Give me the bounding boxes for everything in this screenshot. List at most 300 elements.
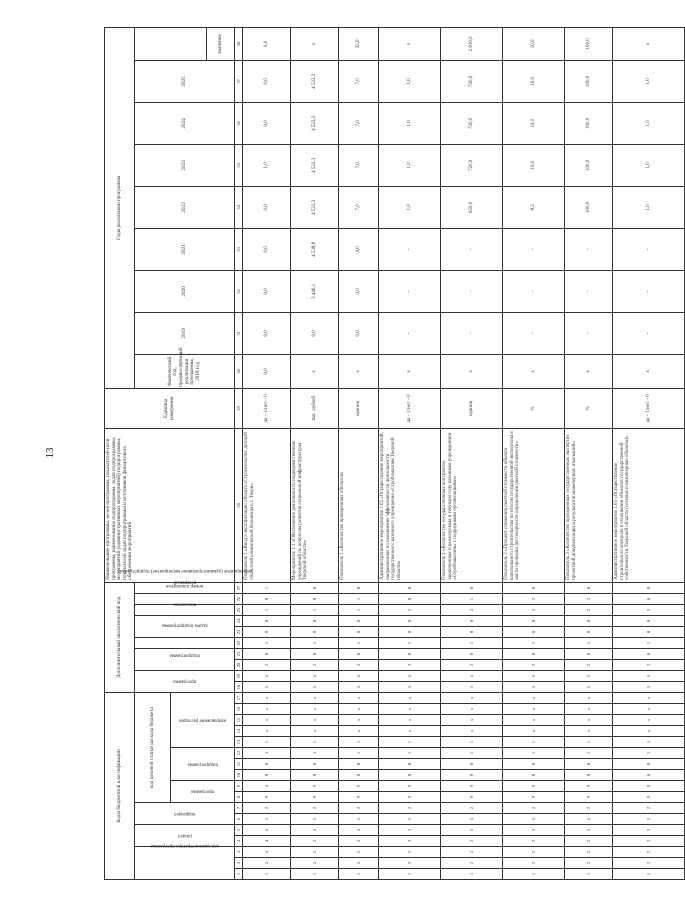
header-kbk: Коды бюджетной классификации (105, 693, 135, 880)
page-number: 13 (44, 447, 56, 459)
code-cell: 9 (291, 792, 339, 803)
row-unit: тыс. рублей (291, 388, 339, 428)
code-cell: х (291, 726, 339, 737)
code-cell: 0 (243, 594, 291, 605)
code-cell: 5 (565, 814, 613, 825)
code-cell: 2 (565, 847, 613, 858)
value-cell: 0,0 (243, 228, 291, 270)
header-add-task: задача подпрограммы (135, 638, 235, 649)
code-cell: 0 (613, 616, 685, 627)
code-cell: 0 (339, 770, 379, 781)
row-unit: единиц (441, 388, 503, 428)
header-add-code: Дополнительный аналитический код (105, 582, 135, 692)
code-cell: 1 (441, 869, 503, 880)
code-cell: 1 (339, 869, 379, 880)
header-y2021: 2021 (135, 228, 235, 270)
value-cell: - (441, 270, 503, 312)
value-cell: х (291, 354, 339, 388)
header-kbk-subprogram: подпрограмма (171, 748, 235, 781)
code-cell: 2 (243, 660, 291, 671)
code-cell: 5 (339, 671, 379, 682)
value-cell: 1,0 (613, 102, 685, 144)
value-cell: 720,0 (441, 102, 503, 144)
code-cell: х (291, 693, 339, 704)
value-cell: 100,0 (565, 27, 613, 60)
table-body (243, 27, 685, 879)
row-name: Административное мероприятие 1.03 «Осуществление строительного контроля в отношении объектов государственной собственности Тверской области (сетевые и инженерные объекты)» (613, 428, 685, 582)
header-kbk-admin: код администратора программы (135, 847, 235, 880)
column-number: 14 (235, 726, 243, 737)
code-cell: х (339, 715, 379, 726)
code-cell: 2 (565, 858, 613, 869)
column-number: 13 (235, 737, 243, 748)
code-cell: 4 (243, 836, 291, 847)
column-number: 6 (235, 814, 243, 825)
code-cell: 9 (441, 781, 503, 792)
value-cell: - (379, 228, 441, 270)
value-cell: - (565, 228, 613, 270)
code-cell: 0 (291, 594, 339, 605)
code-cell: 0 (565, 616, 613, 627)
column-number: 32 (235, 270, 243, 312)
code-cell: 9 (613, 781, 685, 792)
code-cell: 0 (243, 627, 291, 638)
column-number: 1 (235, 869, 243, 880)
code-cell: 3 (565, 594, 613, 605)
code-cell: 2 (503, 594, 565, 605)
code-cell: 1 (503, 869, 565, 880)
code-cell: 0 (243, 649, 291, 660)
value-cell: 4 522,3 (291, 102, 339, 144)
code-cell: 0 (291, 649, 339, 660)
code-cell: 2 (565, 803, 613, 814)
code-cell: 0 (565, 649, 613, 660)
value-cell: - (613, 228, 685, 270)
code-cell: 0 (339, 649, 379, 660)
value-cell: х (613, 354, 685, 388)
value-cell: 8,2 (503, 186, 565, 228)
code-cell: 2 (503, 836, 565, 847)
code-cell: 2 (291, 858, 339, 869)
code-cell: х (565, 715, 613, 726)
code-cell: 5 (613, 671, 685, 682)
value-cell: 2 810,0 (441, 27, 503, 60)
column-number: 36 (235, 102, 243, 144)
value-cell: - (379, 312, 441, 354)
column-number: 30 (235, 354, 243, 388)
value-cell: 100,0 (565, 102, 613, 144)
code-cell: 1 (243, 748, 291, 759)
value-cell: 0,0 (243, 102, 291, 144)
code-cell: 1 (613, 638, 685, 649)
code-cell: 1 (243, 737, 291, 748)
code-cell: 2 (441, 660, 503, 671)
code-cell: 2 (613, 836, 685, 847)
code-cell: 2 (441, 847, 503, 858)
code-cell: 5 (565, 682, 613, 693)
code-cell: 0 (379, 649, 441, 660)
column-number: 12 (235, 748, 243, 759)
code-cell: 5 (379, 671, 441, 682)
column-number: 31 (235, 312, 243, 354)
value-cell: 720,0 (441, 144, 503, 186)
code-cell: 0 (613, 594, 685, 605)
code-cell: 1 (565, 737, 613, 748)
code-cell: х (565, 693, 613, 704)
code-cell: х (441, 715, 503, 726)
code-cell: 0 (291, 627, 339, 638)
row-unit: % (565, 388, 613, 428)
code-cell: х (339, 704, 379, 715)
code-cell: 1 (339, 737, 379, 748)
value-cell: 4 522,3 (291, 144, 339, 186)
value-cell: - (503, 228, 565, 270)
code-cell: 2 (291, 836, 339, 847)
value-cell: - (613, 312, 685, 354)
column-number: 21 (235, 649, 243, 660)
value-cell: - (379, 270, 441, 312)
row-unit: да – 1/нет – 0 (379, 388, 441, 428)
value-cell: - (613, 270, 685, 312)
value-cell: 0,0 (243, 354, 291, 388)
value-cell: 4 522,3 (291, 186, 339, 228)
code-cell: 1 (291, 737, 339, 748)
code-cell: 2 (339, 847, 379, 858)
column-number: 25 (235, 605, 243, 616)
code-cell: х (503, 693, 565, 704)
table-row (379, 27, 441, 879)
value-cell: 1,0 (379, 144, 441, 186)
header-kbk-podrazdel: подраздел (135, 803, 235, 825)
code-cell: 0 (379, 582, 441, 593)
code-cell: 0 (379, 627, 441, 638)
row-unit: % (503, 388, 565, 428)
value-cell: 4 538,8 (291, 228, 339, 270)
code-cell: 2 (339, 660, 379, 671)
column-number: 10 (235, 770, 243, 781)
code-cell: 2 (379, 803, 441, 814)
value-cell: - (441, 228, 503, 270)
code-cell: 2 (441, 605, 503, 616)
column-number: 33 (235, 228, 243, 270)
code-cell: 2 (441, 803, 503, 814)
code-cell: 0 (441, 770, 503, 781)
header-add-measure: мероприятие (административное мероприятие) подпрограммы (135, 616, 235, 638)
code-cell: 2 (243, 858, 291, 869)
table-row (565, 27, 613, 879)
value-cell: 0,0 (243, 270, 291, 312)
code-cell: 5 (243, 682, 291, 693)
column-number: 29 (235, 388, 243, 428)
header-base-year: Фактический год, предшествующий реализации программы, 2018 год (135, 354, 235, 388)
code-cell: 0 (379, 770, 441, 781)
code-cell: 0 (379, 616, 441, 627)
code-cell: 9 (613, 792, 685, 803)
code-cell: х (291, 715, 339, 726)
code-cell: х (243, 704, 291, 715)
code-cell: 2 (339, 836, 379, 847)
column-number: 17 (235, 693, 243, 704)
code-cell: 5 (613, 682, 685, 693)
column-number: 5 (235, 825, 243, 836)
code-cell: 1 (339, 594, 379, 605)
value-cell: 1,0 (613, 60, 685, 102)
code-cell: 5 (441, 671, 503, 682)
code-cell: 0 (441, 649, 503, 660)
value-cell: 7,0 (339, 60, 379, 102)
code-cell: 1 (243, 582, 291, 593)
code-cell: 1 (613, 737, 685, 748)
code-cell: 0 (613, 582, 685, 593)
code-cell: 1 (291, 869, 339, 880)
code-cell: х (565, 726, 613, 737)
header-y2022: 2022 (135, 186, 235, 228)
code-cell: 2 (441, 858, 503, 869)
row-unit: да – 1/нет – 0 (243, 388, 291, 428)
value-cell: - (503, 270, 565, 312)
code-cell: 0 (565, 759, 613, 770)
code-cell: 0 (441, 759, 503, 770)
header-name: Наименование программы, целей программы, показателей цели программы, наименование подпрограммы, задач подпрограммы, мероприятий (административных мероприятий) подпрограммы, показателей задач подпрограммы и источников финансового обеспечения мероприятий (105, 428, 235, 582)
code-cell: х (339, 693, 379, 704)
code-cell: 5 (503, 671, 565, 682)
code-cell: 1 (613, 748, 685, 759)
code-cell: 1 (613, 869, 685, 880)
code-cell: 0 (291, 582, 339, 593)
value-cell: 10,0 (503, 144, 565, 186)
value-cell: 1,0 (613, 186, 685, 228)
code-cell: 2 (613, 858, 685, 869)
row-name: Показатель 3 «Количество проведенных государственных экспертиз проектной документации и результатов инженерных изысканий» (565, 428, 613, 582)
header-y2023: 2023 (135, 144, 235, 186)
code-cell: 2 (613, 660, 685, 671)
column-number-row (235, 27, 243, 879)
code-cell: 0 (503, 770, 565, 781)
code-cell: 2 (613, 847, 685, 858)
code-cell: 2 (503, 847, 565, 858)
code-cell: 0 (503, 616, 565, 627)
code-cell: 0 (503, 759, 565, 770)
code-cell: 3 (503, 825, 565, 836)
code-cell: 5 (243, 825, 291, 836)
code-cell: х (565, 704, 613, 715)
value-cell: х (565, 354, 613, 388)
value-cell: 720,0 (441, 60, 503, 102)
code-cell: 1 (441, 737, 503, 748)
code-cell: 3 (565, 825, 613, 836)
value-cell: 100,0 (565, 186, 613, 228)
code-cell: 2 (379, 858, 441, 869)
code-cell: 2 (613, 803, 685, 814)
code-cell: 3 (441, 825, 503, 836)
value-cell: 100,0 (565, 60, 613, 102)
value-cell: 0,0 (243, 27, 291, 60)
column-number: 22 (235, 638, 243, 649)
value-cell: 0,0 (243, 186, 291, 228)
code-cell: 1 (291, 748, 339, 759)
code-cell: 5 (291, 682, 339, 693)
code-cell: х (613, 693, 685, 704)
code-cell: 1 (503, 638, 565, 649)
code-cell: 1 (379, 737, 441, 748)
value-cell: х (613, 27, 685, 60)
value-cell: 0,0 (339, 312, 379, 354)
code-cell: х (441, 704, 503, 715)
code-cell: 0 (441, 616, 503, 627)
table-row (291, 27, 339, 879)
code-cell: 2 (503, 660, 565, 671)
value-cell: х (379, 27, 441, 60)
code-cell: х (441, 726, 503, 737)
column-number: 27 (235, 582, 243, 593)
code-cell: 5 (503, 814, 565, 825)
code-cell: 3 (291, 825, 339, 836)
row-unit: да – 1/нет – 0 (613, 388, 685, 428)
code-cell: 1 (565, 638, 613, 649)
code-cell: 9 (291, 781, 339, 792)
code-cell: 1 (339, 638, 379, 649)
row-name: Показатель 2 «Процент снижения сметной стоимости объекта капитального строительства по итогам государственной экспертизы в части проверки достоверности определения сметной стоимости» (503, 428, 565, 582)
header-kbk-razdel: раздел (135, 825, 235, 847)
value-cell: х (441, 354, 503, 388)
code-cell: 2 (503, 605, 565, 616)
program-table (104, 27, 685, 880)
code-cell: 0 (243, 616, 291, 627)
code-cell: 5 (441, 814, 503, 825)
header-years: Годы реализации программы (105, 27, 135, 388)
code-cell: 9 (339, 781, 379, 792)
header-add-subprogram: подпрограмма (135, 649, 235, 671)
value-cell: 0,0 (243, 60, 291, 102)
column-number: 4 (235, 836, 243, 847)
header-add-indicator: показатель (135, 605, 235, 616)
header-add-no: номер показателя (135, 594, 235, 605)
code-cell: х (243, 693, 291, 704)
code-cell: 1 (441, 638, 503, 649)
column-number: 15 (235, 715, 243, 726)
value-cell: 7,0 (339, 186, 379, 228)
code-cell: х (243, 715, 291, 726)
value-cell: - (565, 312, 613, 354)
value-cell: 7,0 (339, 144, 379, 186)
table-row (339, 27, 379, 879)
code-cell: 9 (441, 792, 503, 803)
value-cell: - (503, 312, 565, 354)
code-cell: 0 (243, 770, 291, 781)
value-cell: - (441, 312, 503, 354)
code-cell: 1 (379, 748, 441, 759)
code-cell: 0 (565, 582, 613, 593)
code-cell: 4 (243, 781, 291, 792)
code-cell: 0 (339, 627, 379, 638)
code-cell: 0 (339, 616, 379, 627)
code-cell: 5 (613, 814, 685, 825)
code-cell: 2 (441, 836, 503, 847)
code-cell: 2 (339, 803, 379, 814)
row-name: Показатель 1 «Количество проверенных объектов» (339, 428, 379, 582)
code-cell: х (291, 704, 339, 715)
table-row (613, 27, 685, 879)
code-cell: 2 (379, 605, 441, 616)
code-cell: х (613, 704, 685, 715)
code-cell: 2 (243, 803, 291, 814)
column-number: 9 (235, 781, 243, 792)
code-cell: 9 (339, 792, 379, 803)
code-cell: 0 (291, 759, 339, 770)
code-cell: х (379, 715, 441, 726)
code-cell: 1 (339, 748, 379, 759)
column-number: 23 (235, 627, 243, 638)
code-cell: 1 (243, 869, 291, 880)
code-cell: 9 (565, 792, 613, 803)
code-cell: 3 (339, 825, 379, 836)
code-cell: 9 (503, 792, 565, 803)
value-cell: 1,0 (379, 102, 441, 144)
code-cell: 1 (291, 605, 339, 616)
code-cell: 9 (565, 781, 613, 792)
code-cell: 1 (565, 748, 613, 759)
code-cell: 3 (613, 605, 685, 616)
code-cell: х (339, 726, 379, 737)
code-cell: 0 (503, 582, 565, 593)
code-cell: 1 (441, 594, 503, 605)
header-kbk-program: программа (171, 781, 235, 803)
code-cell: 0 (565, 770, 613, 781)
value-cell: 3,0 (339, 270, 379, 312)
value-cell: 7,0 (339, 102, 379, 144)
code-cell: 2 (379, 836, 441, 847)
column-number: 28 (235, 428, 243, 582)
code-cell: 0 (441, 627, 503, 638)
column-number: 26 (235, 594, 243, 605)
column-number: 24 (235, 616, 243, 627)
code-cell: 9 (379, 781, 441, 792)
column-number: 7 (235, 803, 243, 814)
code-cell: 5 (441, 682, 503, 693)
row-unit: единиц (339, 388, 379, 428)
code-cell: 9 (243, 792, 291, 803)
code-cell: 2 (565, 836, 613, 847)
value-cell: 0,0 (243, 312, 291, 354)
code-cell: 5 (291, 671, 339, 682)
code-cell: 9 (379, 792, 441, 803)
table-row (243, 27, 291, 879)
code-cell: 5 (243, 671, 291, 682)
header-add-program: программа (135, 671, 235, 693)
value-cell: х (291, 27, 339, 60)
value-cell: 35,0 (339, 27, 379, 60)
value-cell: 1,0 (379, 60, 441, 102)
code-cell: 2 (565, 605, 613, 616)
header-y2019: 2019 (135, 312, 235, 354)
code-cell: 5 (339, 682, 379, 693)
code-cell: 2 (291, 803, 339, 814)
header-y2025: 2025 (135, 60, 235, 102)
code-cell: 0 (379, 759, 441, 770)
value-cell: 10,0 (503, 102, 565, 144)
code-cell: 1 (503, 737, 565, 748)
value-cell: х (339, 354, 379, 388)
column-number: 8 (235, 792, 243, 803)
code-cell: 2 (291, 847, 339, 858)
header-add-reserve: резервный (135, 582, 235, 593)
code-cell: 2 (503, 803, 565, 814)
code-cell: х (613, 726, 685, 737)
header-kbk-direction: направление расходов (171, 693, 235, 748)
value-cell: 650,0 (441, 186, 503, 228)
table-row (441, 27, 503, 879)
code-cell: х (379, 704, 441, 715)
